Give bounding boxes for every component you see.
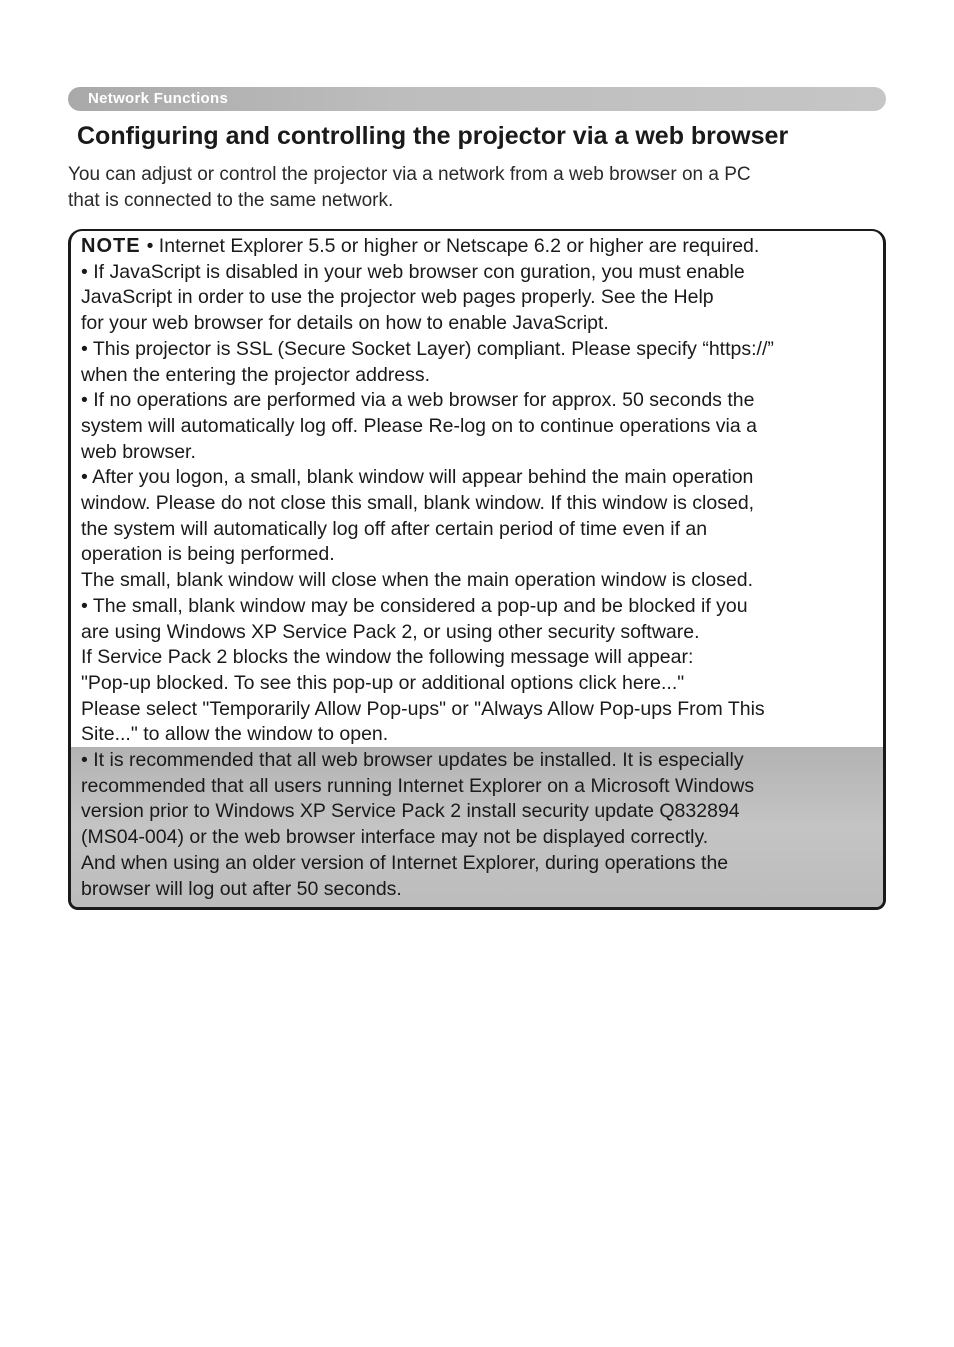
note-label: NOTE [81,235,141,257]
note-line: • If no operations are performed via a web browser for approx. 50 seconds the [81,389,755,412]
intro-line: You can adjust or control the projector via a network from a web browser on a PC [68,164,751,185]
note-line: the system will automatically log off after certain period of time even if an [81,517,708,540]
note-line: • It is recommended that all web browser updates be installed. It is especially [81,749,744,772]
note-line: Site..." to allow the window to open. [81,723,389,746]
note-line: (MS04-004) or the web browser interface may not be displayed correctly. [81,826,709,849]
note-line: "Pop-up blocked. To see this pop-up or additional options click here..." [81,671,685,694]
note-line: web browser. [81,440,196,463]
note-line: browser will log out after 50 seconds. [81,877,402,900]
intro-line: that is connected to the same network. [68,190,394,211]
note-line: • After you logon, a small, blank window will appear behind the main operation [81,466,754,489]
note-line: are using Windows XP Service Pack 2, or using other security software. [81,620,700,643]
note-line: • The small, blank window may be considered a pop-up and be blocked if you [81,594,748,617]
note-line: when the entering the projector address. [81,363,431,386]
note-line: operation is being performed. [81,543,335,566]
note-text [81,234,881,902]
note-line: recommended that all users running Internet Explorer on a Microsoft Windows [81,774,755,797]
note-line: Please select "Temporarily Allow Pop-ups" or "Always Allow Pop-ups From This [81,697,765,720]
note-box [68,229,886,910]
note-line [81,234,881,260]
page-title: Configuring and controlling the projector via a web browser [77,122,789,150]
section-label: Network Functions [88,90,229,107]
note-line: • This projector is SSL (Secure Socket Layer) compliant. Please specify “https://” [81,337,774,360]
note-line: system will automatically log off. Please Re-log on to continue operations via a [81,414,757,437]
note-line: And when using an older version of Internet Explorer, during operations the [81,851,729,874]
note-line: If Service Pack 2 blocks the window the following message will appear: [81,646,694,669]
note-line-text: • Internet Explorer 5.5 or higher or Netscape 6.2 or higher are required. [146,235,760,257]
note-line: The small, blank window will close when the main operation window is closed. [81,569,753,592]
intro-paragraph [68,162,898,214]
section-header-bar [68,87,886,111]
note-line: for your web browser for details on how to enable JavaScript. [81,312,609,335]
note-line: version prior to Windows XP Service Pack 2 install security update Q832894 [81,800,740,823]
note-line: • If JavaScript is disabled in your web browser con guration, you must enable [81,260,745,283]
note-line: window. Please do not close this small, blank window. If this window is closed, [81,492,755,515]
note-line: JavaScript in order to use the projector web pages properly. See the Help [81,286,714,309]
